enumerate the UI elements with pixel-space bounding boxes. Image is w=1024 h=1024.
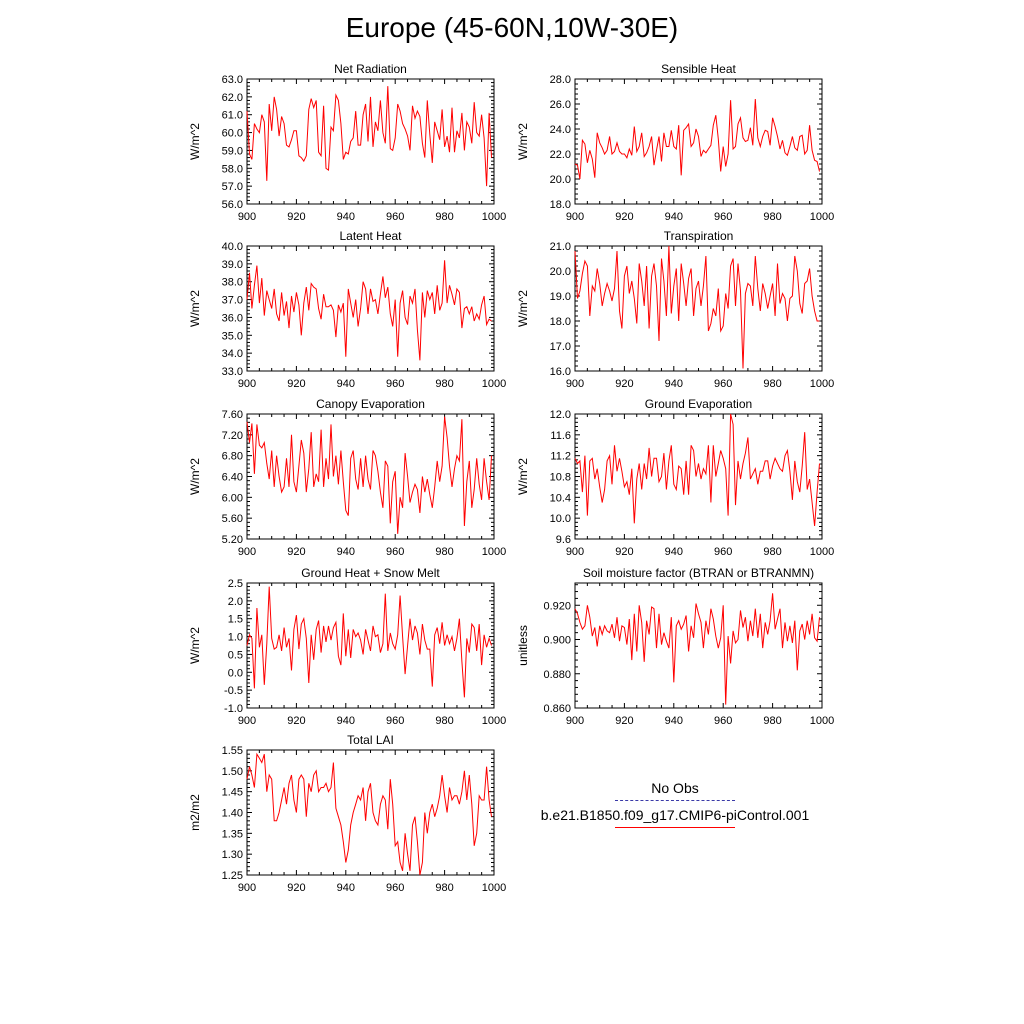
y-tick-label: 11.2 xyxy=(550,450,571,463)
y-tick-label: 1.5 xyxy=(227,613,243,626)
y-tick-label: 20.0 xyxy=(549,266,571,278)
x-tick-label: 1000 xyxy=(481,378,507,390)
series-line xyxy=(575,593,820,704)
x-tick-label: 900 xyxy=(237,211,257,223)
plot-frame xyxy=(247,750,494,875)
x-tick-label: 980 xyxy=(435,715,454,727)
y-tick-label: 61.0 xyxy=(221,109,243,122)
y-axis-label: W/m^2 xyxy=(188,627,202,664)
x-tick-label: 960 xyxy=(714,546,733,558)
x-tick-label: 920 xyxy=(287,882,306,894)
y-tick-label: 58.0 xyxy=(221,163,243,176)
x-tick-label: 940 xyxy=(664,546,683,558)
x-tick-label: 920 xyxy=(287,546,306,558)
panel-title: Sensible Heat xyxy=(661,62,736,76)
y-tick-label: 1.25 xyxy=(221,870,243,882)
y-tick-label: 0.860 xyxy=(543,703,571,715)
y-tick-label: 2.5 xyxy=(227,578,243,590)
x-tick-label: 980 xyxy=(435,882,454,894)
y-tick-label: 10.8 xyxy=(549,471,571,484)
x-tick-label: 980 xyxy=(763,211,782,223)
y-tick-label: 1.0 xyxy=(227,631,243,644)
figure-title: Europe (45-60N,10W-30E) xyxy=(345,12,679,43)
y-tick-label: 20.0 xyxy=(549,174,571,186)
y-tick-label: 10.0 xyxy=(549,513,571,526)
panel-title: Ground Heat + Snow Melt xyxy=(301,566,440,580)
x-tick-label: 960 xyxy=(386,715,405,727)
y-tick-label: 7.60 xyxy=(221,409,243,421)
y-tick-label: 38.0 xyxy=(221,276,243,289)
x-tick-label: 1000 xyxy=(809,715,835,727)
y-tick-label: 0.5 xyxy=(227,649,243,662)
x-tick-label: 920 xyxy=(287,715,306,727)
series-line xyxy=(247,417,492,534)
plot-frame xyxy=(575,583,822,708)
x-tick-label: 940 xyxy=(336,211,355,223)
x-tick-label: 920 xyxy=(287,378,306,390)
y-tick-label: 0.900 xyxy=(543,634,571,647)
y-axis-label: W/m^2 xyxy=(188,458,202,495)
y-tick-label: 21.0 xyxy=(549,241,571,253)
legend-model-label: b.e21.B1850.f09_g17.CMIP6-piControl.001 xyxy=(540,807,810,823)
panel-title: Total LAI xyxy=(347,733,394,747)
y-axis-label: W/m^2 xyxy=(516,123,530,160)
y-axis-label: m2/m2 xyxy=(188,794,202,831)
x-tick-label: 940 xyxy=(336,546,355,558)
series-line xyxy=(575,99,820,179)
y-tick-label: 10.4 xyxy=(549,492,571,505)
y-tick-label: 2.0 xyxy=(227,595,243,608)
chart-panel xyxy=(188,62,506,223)
x-tick-label: 900 xyxy=(565,378,585,390)
y-tick-label: 34.0 xyxy=(221,348,243,361)
x-tick-label: 960 xyxy=(714,378,733,390)
legend-obs-label: No Obs xyxy=(651,780,699,796)
chart-panel xyxy=(516,566,834,727)
y-tick-label: 40.0 xyxy=(221,241,243,253)
y-tick-label: 1.50 xyxy=(221,765,243,778)
y-tick-label: 24.0 xyxy=(549,124,571,136)
x-tick-label: 940 xyxy=(336,378,355,390)
chart-panel xyxy=(516,62,834,223)
plot-frame xyxy=(575,79,822,204)
y-tick-label: 37.0 xyxy=(221,294,243,307)
y-axis-label: W/m^2 xyxy=(188,290,202,327)
x-tick-label: 960 xyxy=(714,715,733,727)
x-tick-label: 960 xyxy=(386,378,405,390)
x-tick-label: 900 xyxy=(237,378,257,390)
y-tick-label: 12.0 xyxy=(549,409,571,421)
y-tick-label: 0.880 xyxy=(543,668,571,681)
x-tick-label: 1000 xyxy=(809,378,835,390)
x-tick-label: 1000 xyxy=(481,546,507,558)
y-tick-label: 11.6 xyxy=(550,429,571,442)
y-tick-label: 6.40 xyxy=(221,471,243,484)
x-tick-label: 960 xyxy=(386,211,405,223)
y-tick-label: 1.35 xyxy=(221,828,243,841)
chart-panel xyxy=(188,733,506,894)
x-tick-label: 1000 xyxy=(481,715,507,727)
series-line xyxy=(247,754,492,875)
x-tick-label: 940 xyxy=(336,882,355,894)
y-tick-label: 5.60 xyxy=(221,513,243,526)
y-tick-label: 0.0 xyxy=(227,667,243,680)
panel-title: Transpiration xyxy=(663,229,734,243)
plot-frame xyxy=(247,246,494,371)
y-tick-label: 17.0 xyxy=(549,341,571,353)
series-line xyxy=(575,246,820,369)
series-line xyxy=(575,414,820,526)
y-tick-label: 19.0 xyxy=(549,291,571,303)
panel-title: Ground Evaporation xyxy=(644,397,753,411)
x-tick-label: 1000 xyxy=(809,546,835,558)
x-tick-label: 900 xyxy=(565,546,585,558)
plot-frame xyxy=(575,246,822,371)
chart-panel xyxy=(188,566,506,727)
y-tick-label: 9.6 xyxy=(555,534,571,546)
y-tick-label: 1.30 xyxy=(221,849,243,862)
chart-panel xyxy=(516,397,834,558)
plot-frame xyxy=(247,414,494,539)
series-line xyxy=(247,587,492,698)
x-tick-label: 1000 xyxy=(481,882,507,894)
x-tick-label: 940 xyxy=(664,715,683,727)
y-tick-label: -1.0 xyxy=(224,703,243,715)
x-tick-label: 1000 xyxy=(481,211,507,223)
y-tick-label: 60.0 xyxy=(221,127,243,140)
x-tick-label: 940 xyxy=(664,378,683,390)
x-tick-label: 980 xyxy=(763,546,782,558)
x-tick-label: 980 xyxy=(763,715,782,727)
y-tick-label: 22.0 xyxy=(549,149,571,161)
y-tick-label: 63.0 xyxy=(221,74,243,86)
y-axis-label: W/m^2 xyxy=(516,458,530,495)
legend-model-line xyxy=(615,827,735,828)
legend xyxy=(520,778,830,832)
x-tick-label: 900 xyxy=(237,882,257,894)
y-tick-label: 1.45 xyxy=(221,786,243,799)
y-tick-label: 6.00 xyxy=(221,492,243,505)
y-tick-label: 33.0 xyxy=(221,366,243,378)
y-tick-label: 36.0 xyxy=(221,312,243,325)
y-tick-label: 56.0 xyxy=(221,199,243,211)
x-tick-label: 940 xyxy=(336,715,355,727)
y-axis-label: W/m^2 xyxy=(188,123,202,160)
y-tick-label: 57.0 xyxy=(221,181,243,194)
x-tick-label: 980 xyxy=(435,211,454,223)
x-tick-label: 900 xyxy=(565,715,585,727)
x-tick-label: 920 xyxy=(615,546,634,558)
x-tick-label: 900 xyxy=(237,546,257,558)
x-tick-label: 900 xyxy=(237,715,257,727)
y-tick-label: 0.920 xyxy=(543,600,571,613)
y-axis-label: W/m^2 xyxy=(516,290,530,327)
x-tick-label: 920 xyxy=(615,715,634,727)
y-tick-label: 1.40 xyxy=(221,807,243,820)
y-tick-label: 5.20 xyxy=(221,534,243,546)
chart-panel xyxy=(188,397,506,558)
x-tick-label: 980 xyxy=(763,378,782,390)
y-tick-label: 28.0 xyxy=(549,74,571,86)
panel-title: Net Radiation xyxy=(334,62,407,76)
x-tick-label: 960 xyxy=(714,211,733,223)
y-tick-label: 35.0 xyxy=(221,330,243,343)
x-tick-label: 940 xyxy=(664,211,683,223)
y-tick-label: -0.5 xyxy=(224,685,243,698)
y-tick-label: 1.55 xyxy=(221,745,243,757)
chart-panel xyxy=(188,229,506,390)
panel-title: Soil moisture factor (BTRAN or BTRANMN) xyxy=(582,566,815,580)
series-line xyxy=(247,86,492,186)
x-tick-label: 920 xyxy=(615,378,634,390)
y-tick-label: 39.0 xyxy=(221,258,243,271)
y-tick-label: 26.0 xyxy=(549,99,571,111)
x-tick-label: 960 xyxy=(386,882,405,894)
x-tick-label: 920 xyxy=(287,211,306,223)
y-axis-label: unitless xyxy=(516,625,530,666)
series-line xyxy=(247,260,492,360)
plot-frame xyxy=(247,583,494,708)
x-tick-label: 980 xyxy=(435,378,454,390)
x-tick-label: 1000 xyxy=(809,211,835,223)
y-tick-label: 6.80 xyxy=(221,450,243,463)
x-tick-label: 980 xyxy=(435,546,454,558)
panel-title: Latent Heat xyxy=(339,229,402,243)
x-tick-label: 960 xyxy=(386,546,405,558)
x-tick-label: 900 xyxy=(565,211,585,223)
legend-obs-line xyxy=(615,800,735,801)
y-tick-label: 59.0 xyxy=(221,145,243,158)
y-tick-label: 18.0 xyxy=(549,316,571,328)
y-tick-label: 16.0 xyxy=(549,366,571,378)
x-tick-label: 920 xyxy=(615,211,634,223)
y-tick-label: 62.0 xyxy=(221,91,243,104)
y-tick-label: 7.20 xyxy=(221,429,243,442)
y-tick-label: 18.0 xyxy=(549,199,571,211)
chart-panel xyxy=(516,229,834,390)
panel-title: Canopy Evaporation xyxy=(316,397,425,411)
